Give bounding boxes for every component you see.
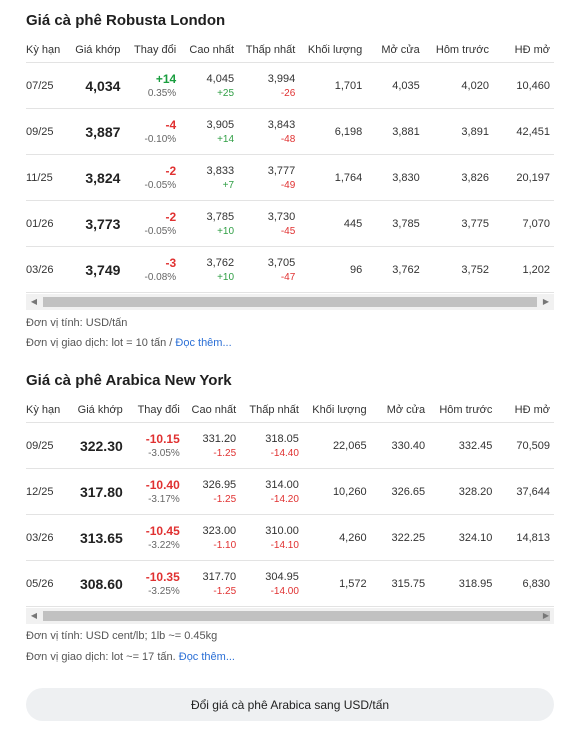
previous-close-cell: 3,775 bbox=[424, 201, 493, 247]
column-header-open[interactable]: Mở cửa bbox=[371, 397, 430, 423]
robusta-unit-note: Đơn vị tính: USD/tấn bbox=[26, 317, 128, 329]
column-header-oi[interactable]: HĐ mở bbox=[496, 397, 554, 423]
high-value: 331.20 bbox=[202, 432, 237, 445]
price-cell: 3,749 bbox=[69, 247, 125, 293]
arabica-unit-note: Đơn vị tính: USD cent/lb; 1lb ~= 0.45kg bbox=[26, 630, 218, 642]
high-value: 323.00 bbox=[202, 524, 237, 537]
table-row[interactable] bbox=[26, 155, 554, 201]
high-change: -1.25 bbox=[213, 585, 237, 597]
low-value: 3,843 bbox=[267, 118, 296, 131]
low-value: 3,705 bbox=[267, 256, 296, 269]
previous-close-cell: 3,891 bbox=[424, 109, 493, 155]
term-cell: 11/25 bbox=[26, 155, 69, 201]
term-cell: 09/25 bbox=[26, 423, 70, 469]
open-interest-cell: 20,197 bbox=[493, 155, 554, 201]
column-header-volume[interactable]: Khối lượng bbox=[303, 397, 371, 423]
previous-close-cell: 332.45 bbox=[429, 423, 496, 469]
change-percent: -3.17% bbox=[148, 493, 180, 505]
high-value: 317.70 bbox=[202, 570, 237, 583]
robusta-title: Giá cà phê Robusta London bbox=[26, 12, 226, 29]
change-cell bbox=[124, 155, 180, 201]
open-interest-cell: 10,460 bbox=[493, 63, 554, 109]
low-cell bbox=[240, 515, 303, 561]
column-header-oi[interactable]: HĐ mở bbox=[493, 37, 554, 63]
term-cell: 05/26 bbox=[26, 561, 70, 607]
previous-close-cell: 324.10 bbox=[429, 515, 496, 561]
previous-close-cell: 3,752 bbox=[424, 247, 493, 293]
scroll-left-arrow-icon[interactable]: ◀ bbox=[30, 297, 38, 306]
price-cell: 313.65 bbox=[70, 515, 127, 561]
open-interest-cell: 1,202 bbox=[493, 247, 554, 293]
previous-close-cell: 318.95 bbox=[429, 561, 496, 607]
low-cell bbox=[238, 155, 299, 201]
low-value: 3,777 bbox=[267, 164, 296, 177]
high-value: 3,905 bbox=[206, 118, 235, 131]
open-cell: 3,762 bbox=[366, 247, 424, 293]
arabica-table-container[interactable] bbox=[26, 397, 554, 607]
price-cell: 3,824 bbox=[69, 155, 125, 201]
change-value: +14 bbox=[155, 71, 177, 86]
low-value: 3,994 bbox=[267, 72, 296, 85]
scroll-right-arrow-icon[interactable]: ▶ bbox=[542, 611, 550, 620]
scroll-left-arrow-icon[interactable]: ◀ bbox=[30, 611, 38, 620]
change-percent: -0.05% bbox=[144, 225, 177, 237]
change-value: -3 bbox=[165, 255, 177, 270]
table-row[interactable] bbox=[26, 561, 554, 607]
scroll-thumb[interactable] bbox=[43, 611, 550, 621]
high-cell bbox=[180, 155, 238, 201]
change-cell bbox=[124, 109, 180, 155]
high-change: +7 bbox=[222, 179, 235, 191]
column-header-change[interactable]: Thay đổi bbox=[124, 37, 180, 63]
open-cell: 322.25 bbox=[371, 515, 430, 561]
robusta-lot-text: Đơn vị giao dịch: lot = 10 tấn / bbox=[26, 337, 176, 349]
low-cell bbox=[240, 423, 303, 469]
change-value: -2 bbox=[165, 163, 177, 178]
high-value: 326.95 bbox=[202, 478, 237, 491]
column-header-price[interactable]: Giá khớp bbox=[69, 37, 125, 63]
column-header-prev[interactable]: Hôm trước bbox=[424, 37, 493, 63]
volume-cell: 4,260 bbox=[303, 515, 371, 561]
high-cell bbox=[184, 515, 240, 561]
open-interest-cell: 42,451 bbox=[493, 109, 554, 155]
robusta-read-more-link[interactable]: Đọc thêm... bbox=[175, 337, 232, 349]
high-cell bbox=[180, 63, 238, 109]
low-cell bbox=[240, 469, 303, 515]
volume-cell: 445 bbox=[299, 201, 366, 247]
price-cell: 3,887 bbox=[69, 109, 125, 155]
change-value: -4 bbox=[165, 117, 177, 132]
low-value: 304.95 bbox=[265, 570, 299, 583]
table-row[interactable] bbox=[26, 201, 554, 247]
change-percent: -3.22% bbox=[148, 539, 180, 551]
previous-close-cell: 4,020 bbox=[424, 63, 493, 109]
open-cell: 3,881 bbox=[366, 109, 424, 155]
price-cell: 3,773 bbox=[69, 201, 125, 247]
change-cell bbox=[124, 63, 180, 109]
open-cell: 330.40 bbox=[371, 423, 430, 469]
robusta-lot-note bbox=[26, 337, 232, 349]
change-value: -10.15 bbox=[145, 431, 180, 446]
low-value: 3,730 bbox=[267, 210, 296, 223]
term-cell: 03/26 bbox=[26, 515, 70, 561]
high-change: -1.25 bbox=[213, 447, 237, 459]
low-change: -14.20 bbox=[270, 493, 299, 505]
high-change: +25 bbox=[217, 87, 235, 99]
arabica-lot-text: Đơn vị giao dịch: lot ~= 17 tấn. bbox=[26, 651, 179, 663]
high-cell bbox=[180, 201, 238, 247]
open-cell: 315.75 bbox=[371, 561, 430, 607]
table-row[interactable] bbox=[26, 109, 554, 155]
low-change: -14.10 bbox=[270, 539, 299, 551]
open-cell: 3,830 bbox=[366, 155, 424, 201]
low-change: -47 bbox=[280, 271, 296, 283]
high-value: 3,762 bbox=[206, 256, 235, 269]
high-change: +14 bbox=[217, 133, 235, 145]
table-row[interactable] bbox=[26, 63, 554, 109]
change-percent: -3.05% bbox=[148, 447, 180, 459]
arabica-title: Giá cà phê Arabica New York bbox=[26, 372, 232, 389]
price-cell: 317.80 bbox=[70, 469, 127, 515]
column-header-low[interactable]: Thấp nhất bbox=[238, 37, 299, 63]
low-value: 318.05 bbox=[265, 432, 299, 445]
table-row[interactable] bbox=[26, 469, 554, 515]
open-cell: 326.65 bbox=[371, 469, 430, 515]
high-change: +10 bbox=[217, 271, 235, 283]
price-cell: 322.30 bbox=[70, 423, 127, 469]
open-interest-cell: 7,070 bbox=[493, 201, 554, 247]
robusta-table-container[interactable] bbox=[26, 37, 554, 293]
open-interest-cell: 70,509 bbox=[496, 423, 554, 469]
high-value: 3,785 bbox=[206, 210, 235, 223]
table-row[interactable] bbox=[26, 515, 554, 561]
arabica-price-table bbox=[26, 397, 554, 607]
column-header-term[interactable]: Kỳ hạn bbox=[26, 37, 69, 63]
low-change: -48 bbox=[280, 133, 296, 145]
low-cell bbox=[238, 247, 299, 293]
robusta-horizontal-scrollbar[interactable] bbox=[26, 294, 554, 310]
volume-cell: 22,065 bbox=[303, 423, 371, 469]
scroll-right-arrow-icon[interactable]: ▶ bbox=[542, 297, 550, 306]
low-value: 310.00 bbox=[265, 524, 299, 537]
change-percent: -0.08% bbox=[144, 271, 177, 283]
arabica-read-more-link[interactable]: Đọc thêm... bbox=[178, 651, 235, 663]
robusta-header-row bbox=[26, 37, 554, 63]
column-header-volume[interactable]: Khối lượng bbox=[299, 37, 366, 63]
change-cell bbox=[127, 423, 184, 469]
change-cell bbox=[127, 561, 184, 607]
change-percent: -3.25% bbox=[148, 585, 180, 597]
column-header-change[interactable]: Thay đổi bbox=[127, 397, 184, 423]
change-percent: -0.05% bbox=[144, 179, 177, 191]
price-cell: 308.60 bbox=[70, 561, 127, 607]
column-header-prev[interactable]: Hôm trước bbox=[429, 397, 496, 423]
term-cell: 12/25 bbox=[26, 469, 70, 515]
change-value: -10.45 bbox=[145, 523, 180, 538]
low-value: 314.00 bbox=[265, 478, 299, 491]
convert-arabica-button[interactable]: Đổi giá cà phê Arabica sang USD/tấn bbox=[26, 688, 554, 721]
low-change: -49 bbox=[280, 179, 296, 191]
volume-cell: 1,701 bbox=[299, 63, 366, 109]
volume-cell: 6,198 bbox=[299, 109, 366, 155]
column-header-term[interactable]: Kỳ hạn bbox=[26, 397, 70, 423]
low-change: -14.00 bbox=[270, 585, 299, 597]
low-change: -26 bbox=[280, 87, 296, 99]
robusta-price-table bbox=[26, 37, 554, 293]
high-cell bbox=[184, 423, 240, 469]
low-cell bbox=[238, 63, 299, 109]
change-cell bbox=[127, 469, 184, 515]
high-value: 4,045 bbox=[206, 72, 235, 85]
open-interest-cell: 6,830 bbox=[496, 561, 554, 607]
term-cell: 07/25 bbox=[26, 63, 69, 109]
volume-cell: 1,572 bbox=[303, 561, 371, 607]
low-cell bbox=[238, 201, 299, 247]
high-value: 3,833 bbox=[206, 164, 235, 177]
open-cell: 4,035 bbox=[366, 63, 424, 109]
price-cell: 4,034 bbox=[69, 63, 125, 109]
open-interest-cell: 37,644 bbox=[496, 469, 554, 515]
volume-cell: 1,764 bbox=[299, 155, 366, 201]
arabica-lot-note bbox=[26, 651, 235, 663]
previous-close-cell: 328.20 bbox=[429, 469, 496, 515]
low-change: -45 bbox=[280, 225, 296, 237]
arabica-horizontal-scrollbar[interactable] bbox=[26, 608, 554, 624]
table-row[interactable] bbox=[26, 423, 554, 469]
high-cell bbox=[184, 469, 240, 515]
change-value: -10.35 bbox=[145, 569, 180, 584]
column-header-price[interactable]: Giá khớp bbox=[70, 397, 127, 423]
volume-cell: 10,260 bbox=[303, 469, 371, 515]
high-change: -1.25 bbox=[213, 493, 237, 505]
change-cell bbox=[127, 515, 184, 561]
term-cell: 01/26 bbox=[26, 201, 69, 247]
column-header-high[interactable]: Cao nhất bbox=[184, 397, 240, 423]
arabica-header-row bbox=[26, 397, 554, 423]
column-header-high[interactable]: Cao nhất bbox=[180, 37, 238, 63]
high-change: -1.10 bbox=[213, 539, 237, 551]
volume-cell: 96 bbox=[299, 247, 366, 293]
low-change: -14.40 bbox=[270, 447, 299, 459]
low-cell bbox=[240, 561, 303, 607]
low-cell bbox=[238, 109, 299, 155]
open-cell: 3,785 bbox=[366, 201, 424, 247]
column-header-open[interactable]: Mở cửa bbox=[366, 37, 424, 63]
change-cell bbox=[124, 247, 180, 293]
term-cell: 09/25 bbox=[26, 109, 69, 155]
change-value: -2 bbox=[165, 209, 177, 224]
high-cell bbox=[184, 561, 240, 607]
change-cell bbox=[124, 201, 180, 247]
column-header-low[interactable]: Thấp nhất bbox=[240, 397, 303, 423]
change-percent: 0.35% bbox=[147, 87, 177, 99]
high-cell bbox=[180, 109, 238, 155]
high-change: +10 bbox=[217, 225, 235, 237]
previous-close-cell: 3,826 bbox=[424, 155, 493, 201]
table-row[interactable] bbox=[26, 247, 554, 293]
change-value: -10.40 bbox=[145, 477, 180, 492]
change-percent: -0.10% bbox=[144, 133, 177, 145]
scroll-thumb[interactable] bbox=[43, 297, 537, 307]
open-interest-cell: 14,813 bbox=[496, 515, 554, 561]
high-cell bbox=[180, 247, 238, 293]
term-cell: 03/26 bbox=[26, 247, 69, 293]
